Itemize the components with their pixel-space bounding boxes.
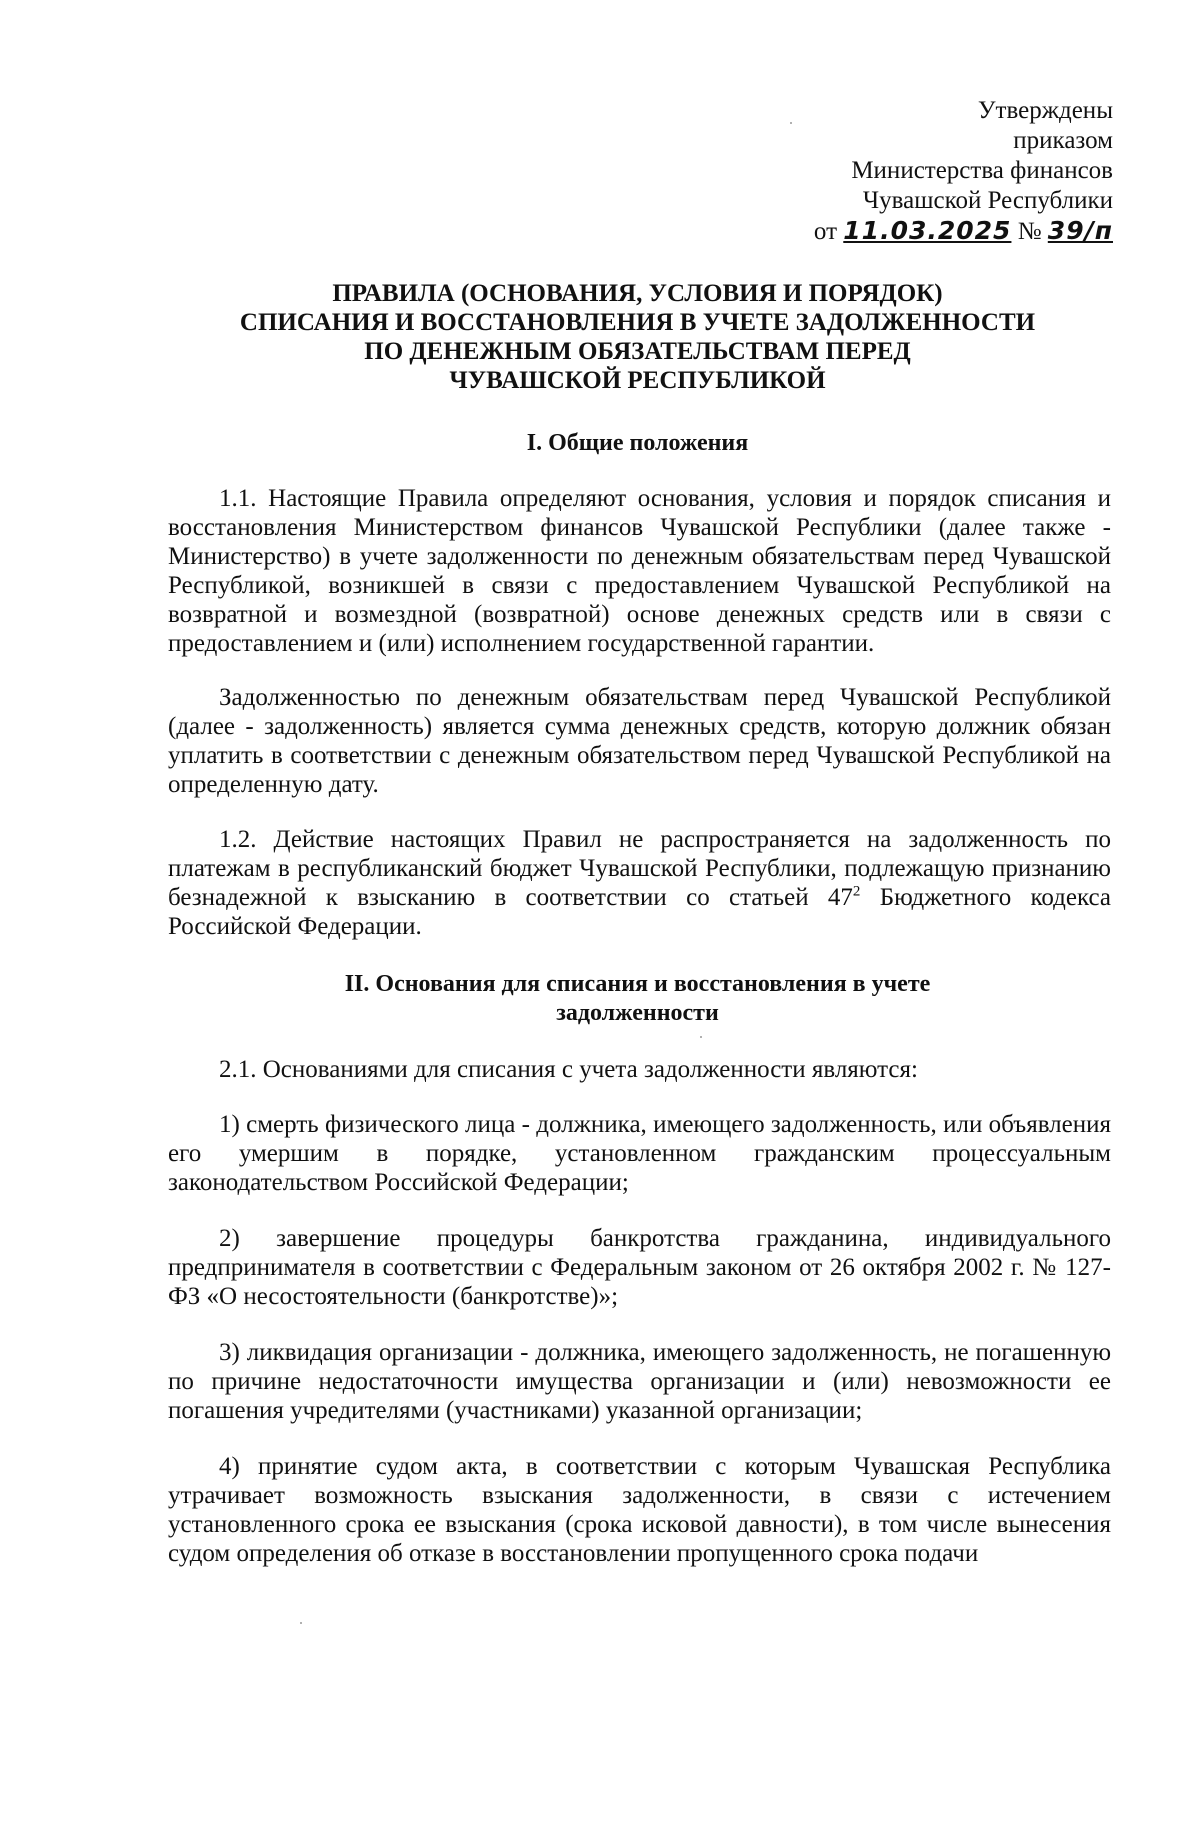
title-line-4: ЧУВАШСКОЙ РЕСПУБЛИКОЙ <box>449 367 826 394</box>
section-2-heading <box>0 970 1200 1028</box>
paragraph-1-2 <box>168 825 1111 941</box>
list-item-4: 4) принятие судом акта, в соответствии с которым Чувашская Республика утрачивает возможность взыскания задолженности, в связи с истечением установленного срока ее взыскания (срока исковой давности), в том числе вынесения судом определения об отказе в восстановлении пропущенного срока подачи <box>168 1453 1111 1567</box>
date-prefix: от <box>813 218 838 245</box>
paragraph-2-1: 2.1. Основаниями для списания с учета задолженности являются: <box>219 1056 918 1083</box>
section-2-heading-line-1: II. Основания для списания и восстановления в учете <box>344 971 931 997</box>
number-prefix: № <box>1017 218 1042 245</box>
list-item-1: 1) смерть физического лица - должника, имеющего задолженность, или объявления его умершим в порядке, установленном гражданским процессуальным законодательством Российской Федерации; <box>168 1111 1111 1196</box>
scan-speck <box>790 122 792 124</box>
approval-line-2: приказом <box>1013 127 1113 154</box>
handwritten-date: 11.03.2025 <box>843 216 1012 245</box>
title-line-2: СПИСАНИЯ И ВОССТАНОВЛЕНИЯ В УЧЕТЕ ЗАДОЛЖЕННОСТИ <box>239 309 1036 336</box>
list-item-3: 3) ликвидация организации - должника, имеющего задолженность, не погашенную по причине недостаточности имущества организации и (или) невозможности ее погашения учредителями (участниками) указанной организации; <box>168 1339 1111 1424</box>
approval-line-1: Утверждены <box>977 97 1113 124</box>
paragraph-1-1-definition: Задолженностью по денежным обязательствам перед Чувашской Республикой (далее - задолженность) является сумма денежных средств, которую должник обязан уплатить в соответствии с денежным обязательством перед Чувашской Республикой на определенную дату. <box>168 684 1111 798</box>
paragraph-1-2-text: 1.2. Действие настоящих Правил не распространяется на задолженность по платежам в республиканский бюджет Чувашской Республики, подлежащую признанию безнадежной к взысканию в соответствии со статьей 47 <box>168 826 1111 911</box>
section-1-heading <box>0 429 1200 458</box>
scan-speck <box>300 1622 302 1624</box>
list-item-2: 2) завершение процедуры банкротства гражданина, индивидуального предпринимателя в соответствии с Федеральным законом от 26 октября 2002 г. № 127-ФЗ «О несостоятельности (банкротстве)»; <box>168 1225 1111 1310</box>
section-2-heading-line-2: задолженности <box>556 1000 719 1026</box>
section-1-heading-text: I. Общие положения <box>526 430 749 456</box>
approval-date-line <box>814 216 1113 247</box>
paragraph-1-2-tail: Бюджетного кодекса Российской Федерации. <box>168 884 1111 940</box>
title-line-3: ПО ДЕНЕЖНЫМ ОБЯЗАТЕЛЬСТВАМ ПЕРЕД <box>364 338 911 365</box>
title-line-1: ПРАВИЛА (ОСНОВАНИЯ, УСЛОВИЯ И ПОРЯДОК) <box>332 280 943 307</box>
scan-speck <box>700 1036 702 1038</box>
handwritten-order-number: 39/п <box>1047 216 1113 245</box>
approval-line-4: Чувашской Республики <box>862 187 1113 214</box>
paragraph-1-1: 1.1. Настоящие Правила определяют основания, условия и порядок списания и восстановления Министерством финансов Чувашской Республики (далее также - Министерство) в учете задолженности по денежным обязательствам перед Чувашской Республикой, возникшей в связи с предоставлением Чувашской Республикой на возвратной и возмездной (возвратной) основе денежных средств или в связи с предоставлением и (или) исполнением государственной гарантии. <box>168 485 1111 657</box>
approval-line-3: Министерства финансов <box>851 157 1113 184</box>
paragraph-1-2-superscript: 2 <box>852 883 861 900</box>
approval-stamp-block <box>814 96 1113 247</box>
document-title <box>0 279 1200 395</box>
